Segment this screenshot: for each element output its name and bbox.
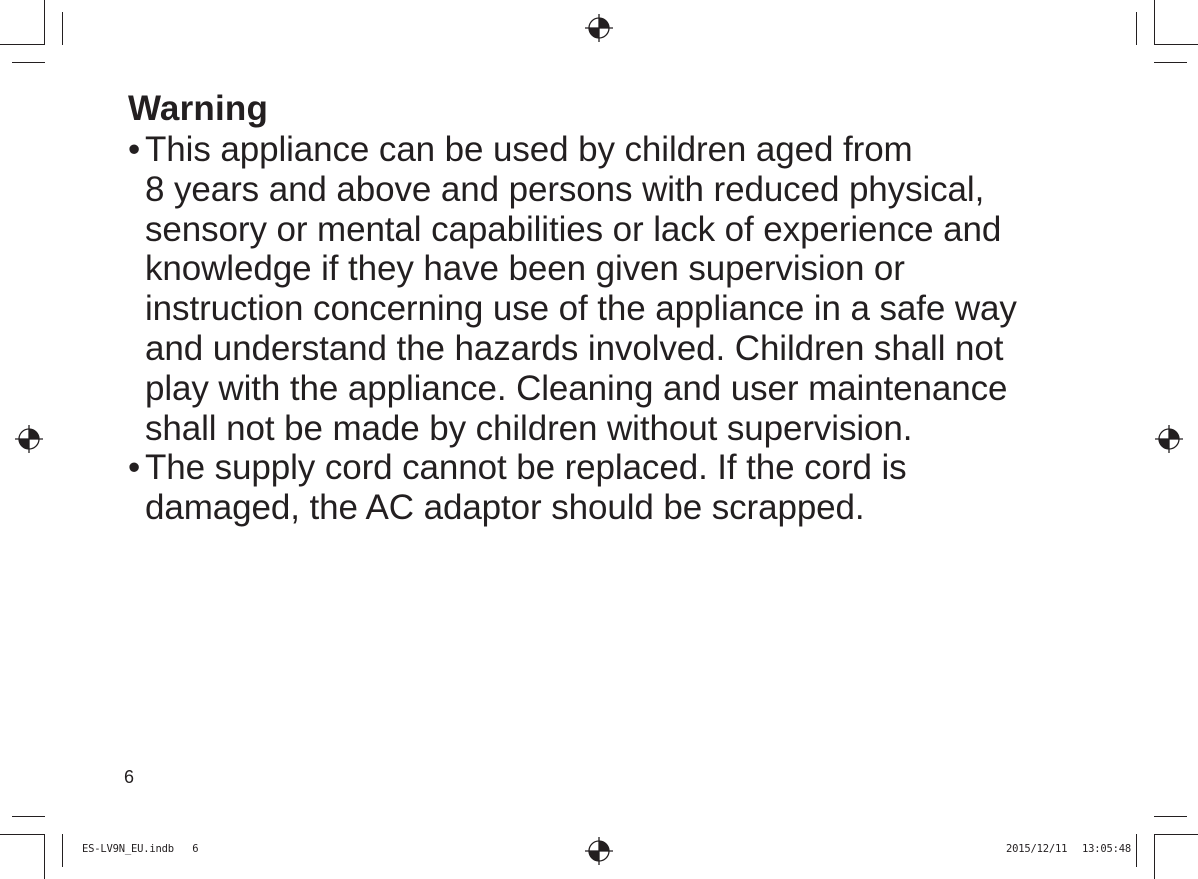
crop-mark bbox=[62, 834, 63, 867]
registration-mark-icon bbox=[1155, 425, 1183, 453]
crop-mark bbox=[1154, 834, 1155, 879]
text-line: sensory or mental capabilities or lack of experience and bbox=[145, 209, 1002, 249]
warning-item-children bbox=[128, 130, 1088, 448]
text-line: 8 years and above and persons with reduced physical, bbox=[145, 169, 985, 209]
warning-list bbox=[128, 130, 1088, 528]
crop-mark bbox=[44, 0, 45, 45]
crop-mark bbox=[62, 12, 63, 45]
crop-mark bbox=[12, 816, 45, 817]
text-line: damaged, the AC adaptor should be scrapped. bbox=[145, 488, 865, 528]
crop-mark bbox=[1154, 816, 1187, 817]
warning-heading: Warning bbox=[128, 89, 269, 128]
registration-mark-icon bbox=[585, 837, 613, 865]
slug-time: 13:05:48 bbox=[1082, 843, 1131, 855]
slug-filename: ES-LV9N_EU.indb 6 bbox=[82, 843, 199, 855]
text-line: and understand the hazards involved. Children shall not bbox=[145, 328, 1004, 368]
crop-mark bbox=[1136, 12, 1137, 45]
crop-mark bbox=[12, 62, 45, 63]
text-line: shall not be made by children without supervision. bbox=[145, 408, 913, 448]
bullet-icon: • bbox=[128, 448, 141, 488]
warning-item-supply-cord bbox=[128, 448, 1088, 528]
crop-mark bbox=[1154, 44, 1198, 45]
registration-mark-icon bbox=[585, 14, 613, 42]
text-line: play with the appliance. Cleaning and user maintenance bbox=[145, 368, 1008, 408]
crop-mark bbox=[1136, 834, 1137, 867]
crop-mark bbox=[0, 834, 45, 835]
page-number: 6 bbox=[124, 767, 135, 787]
crop-mark bbox=[44, 834, 45, 879]
crop-mark bbox=[1154, 834, 1198, 835]
text-line: instruction concerning use of the appliance in a safe way bbox=[145, 289, 1017, 329]
bullet-icon: • bbox=[128, 130, 141, 169]
text-line: knowledge if they have been given supervision or bbox=[145, 249, 905, 289]
registration-mark-icon bbox=[15, 425, 43, 453]
crop-mark bbox=[1154, 62, 1187, 63]
slug-date: 2015/12/11 bbox=[1006, 843, 1068, 855]
crop-mark bbox=[1154, 0, 1155, 45]
warning-section bbox=[128, 88, 1088, 528]
text-line: The supply cord cannot be replaced. If the cord is bbox=[145, 448, 907, 488]
crop-mark bbox=[0, 44, 45, 45]
text-line: This appliance can be used by children aged from bbox=[145, 130, 913, 169]
